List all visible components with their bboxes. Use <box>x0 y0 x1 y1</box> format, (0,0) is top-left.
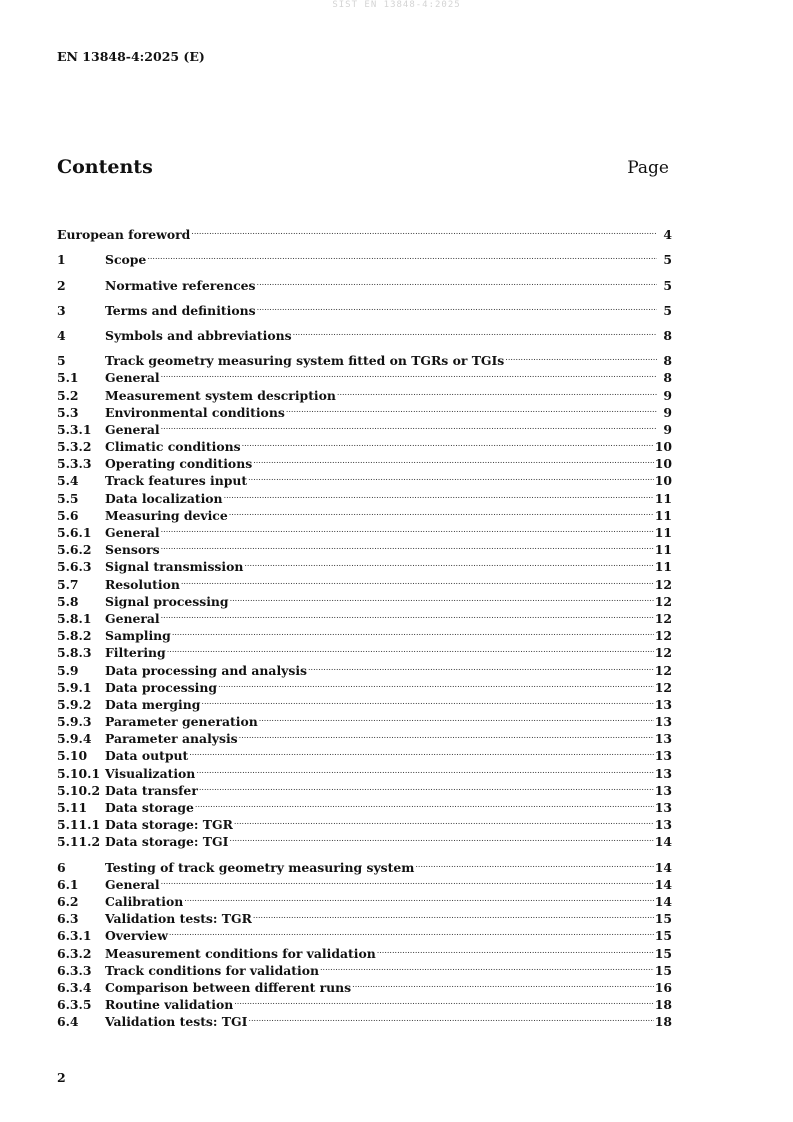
toc-entry-number: 5.9.4 <box>57 731 92 747</box>
toc-entry-title: Validation tests: TGR <box>105 911 252 927</box>
toc-entry-page: 9 <box>663 421 672 437</box>
toc-dot-leader <box>161 520 654 537</box>
toc-entry-page: 12 <box>654 593 672 609</box>
toc-entry-number: 5.9.2 <box>57 696 92 712</box>
toc-entry-page: 11 <box>654 559 672 575</box>
toc-dot-leader <box>229 503 654 520</box>
toc-dot-leader <box>248 1009 653 1026</box>
toc-entry[interactable] <box>57 247 672 268</box>
toc-entry-title: Visualization <box>105 765 196 781</box>
page-number: 2 <box>57 1070 66 1085</box>
toc-entry-page: 4 <box>663 227 672 243</box>
toc-entry-number: 5.8.2 <box>57 628 92 644</box>
toc-entry-page: 12 <box>654 610 672 626</box>
toc-entry-page: 13 <box>654 696 672 712</box>
toc-entry-title: Data processing <box>105 679 218 695</box>
toc-entry-page: 11 <box>654 507 672 523</box>
toc-entry-page: 8 <box>663 327 672 343</box>
toc-dot-leader <box>257 298 657 315</box>
table-of-contents <box>57 222 672 1030</box>
toc-entry-number: 5.8 <box>57 593 79 609</box>
toc-entry-title: General <box>105 421 160 437</box>
toc-dot-leader <box>253 906 654 923</box>
toc-dot-leader <box>257 272 657 289</box>
toc-dot-leader <box>169 923 654 940</box>
toc-entry-title: Scope <box>105 252 147 268</box>
toc-entry-title: Data storage: TGR <box>105 817 233 833</box>
toc-dot-leader <box>337 382 657 399</box>
toc-entry-page: 15 <box>654 911 672 927</box>
toc-entry-title: Normative references <box>105 277 256 293</box>
toc-entry-number: 5 <box>57 353 66 369</box>
toc-entry-title: Validation tests: TGI <box>105 1014 248 1030</box>
toc-entry-number: 5.11 <box>57 800 88 815</box>
toc-entry-number: 5.9.3 <box>57 714 92 730</box>
toc-entry-title: Symbols and abbreviations <box>105 327 292 343</box>
toc-dot-leader <box>161 417 657 434</box>
toc-dot-leader <box>161 872 654 889</box>
toc-entry-number: 6.3.3 <box>57 962 92 978</box>
toc-entry-title: European foreword <box>57 227 191 243</box>
toc-dot-leader <box>172 623 654 640</box>
toc-entry-page: 9 <box>663 387 672 403</box>
toc-entry-number: 5.9.1 <box>57 679 92 695</box>
toc-entry-page: 11 <box>654 525 672 540</box>
toc-entry[interactable] <box>57 222 672 243</box>
toc-entry-title: Parameter generation <box>105 714 258 730</box>
toc-dot-leader <box>259 709 654 726</box>
document-id: EN 13848-4:2025 (E) <box>57 49 205 64</box>
toc-dot-leader <box>308 657 654 674</box>
toc-dot-leader <box>293 323 657 340</box>
toc-entry-title: Resolution <box>105 576 180 592</box>
toc-entry-title: Track geometry measuring system fitted on TGRs or TGIs <box>105 353 505 369</box>
toc-entry[interactable] <box>57 854 672 875</box>
toc-dot-leader <box>196 760 653 777</box>
toc-entry-page: 13 <box>654 731 672 747</box>
toc-entry-number: 6.4 <box>57 1014 79 1030</box>
toc-dot-leader <box>242 434 654 451</box>
toc-entry-page: 13 <box>654 748 672 764</box>
toc-entry-page: 9 <box>663 404 672 420</box>
toc-entry-page: 13 <box>654 714 672 730</box>
toc-dot-leader <box>167 640 654 657</box>
toc-entry-number: 5.6.1 <box>57 525 92 540</box>
toc-entry-number: 5.3.2 <box>57 439 92 455</box>
toc-entry-page: 14 <box>654 859 672 875</box>
toc-entry-title: General <box>105 876 160 892</box>
toc-entry-title: Measuring device <box>105 507 228 523</box>
toc-entry-number: 1 <box>57 252 66 268</box>
toc-entry-title: Routine validation <box>105 997 234 1013</box>
toc-entry-page: 15 <box>654 928 672 944</box>
toc-entry[interactable] <box>57 323 672 343</box>
toc-entry-page: 18 <box>654 1014 672 1030</box>
toc-entry-number: 6.3 <box>57 911 79 927</box>
toc-entry-page: 14 <box>654 834 672 850</box>
toc-dot-leader <box>377 940 654 957</box>
toc-entry-page: 11 <box>654 542 672 558</box>
toc-entry-number: 5.3.1 <box>57 421 92 437</box>
toc-entry-page: 16 <box>654 979 672 995</box>
toc-entry-page: 12 <box>654 576 672 592</box>
toc-entry-title: Filtering <box>105 645 166 661</box>
toc-entry[interactable] <box>57 348 672 369</box>
toc-entry-number: 5.3 <box>57 404 79 420</box>
toc-dot-leader <box>161 365 657 382</box>
toc-entry[interactable] <box>57 272 672 293</box>
toc-dot-leader <box>253 451 654 468</box>
toc-entry-title: Sensors <box>105 542 160 558</box>
toc-entry-number: 6.3.4 <box>57 979 92 995</box>
toc-entry-number: 5.6.2 <box>57 542 92 558</box>
toc-entry-title: General <box>105 525 160 540</box>
toc-entry-number: 6.2 <box>57 893 79 909</box>
toc-entry-page: 12 <box>654 662 672 678</box>
toc-entry-number: 6.3.2 <box>57 945 92 961</box>
toc-entry-number: 3 <box>57 302 66 318</box>
toc-entry-number: 2 <box>57 277 66 293</box>
toc-entry-page: 5 <box>663 302 672 318</box>
toc-entry-page: 8 <box>663 353 672 369</box>
toc-entry-title: Measurement system description <box>105 387 336 403</box>
toc-entry-number: 5.6.3 <box>57 559 92 575</box>
toc-entry-title: Climatic conditions <box>105 439 241 455</box>
contents-title: Contents <box>57 156 153 178</box>
toc-entry-number: 5.11.1 <box>57 817 101 833</box>
toc-entry-page: 13 <box>654 765 672 781</box>
toc-entry-number: 5.10.2 <box>57 782 101 798</box>
toc-entry-title: Data merging <box>105 696 201 712</box>
toc-entry-title: Data storage <box>105 800 194 815</box>
toc-entry-title: Environmental conditions <box>105 404 285 420</box>
toc-entry-number: 5.3.3 <box>57 456 92 472</box>
toc-entry-number: 5.6 <box>57 507 79 523</box>
toc-dot-leader <box>181 571 654 588</box>
toc-dot-leader <box>161 537 654 554</box>
toc-entry-title: Track conditions for validation <box>105 962 319 978</box>
toc-entry-page: 10 <box>654 439 672 455</box>
toc-entry-page: 13 <box>654 800 672 815</box>
toc-entry[interactable] <box>57 298 672 318</box>
toc-dot-leader <box>191 222 657 239</box>
toc-entry-page: 10 <box>654 456 672 472</box>
toc-dot-leader <box>199 778 654 795</box>
toc-entry-number: 6.1 <box>57 876 79 892</box>
toc-dot-leader <box>286 400 657 417</box>
toc-dot-leader <box>147 247 657 264</box>
toc-dot-leader <box>234 812 654 829</box>
toc-entry-number: 5.11.2 <box>57 834 101 850</box>
page-column-label: Page <box>627 158 669 178</box>
toc-dot-leader <box>230 589 654 606</box>
toc-entry-number: 5.5 <box>57 490 79 506</box>
toc-dot-leader <box>201 692 653 709</box>
toc-dot-leader <box>184 889 654 906</box>
toc-entry-title: Data transfer <box>105 782 198 798</box>
toc-entry-title: Data localization <box>105 490 223 506</box>
toc-dot-leader <box>415 854 653 871</box>
toc-dot-leader <box>224 485 654 502</box>
toc-entry-title: Parameter analysis <box>105 731 238 747</box>
toc-entry-page: 12 <box>654 628 672 644</box>
toc-entry-number: 6.3.5 <box>57 997 92 1013</box>
toc-entry-number: 5.7 <box>57 576 79 592</box>
toc-entry-title: Testing of track geometry measuring system <box>105 859 415 875</box>
toc-entry-page: 15 <box>654 945 672 961</box>
toc-entry-title: Data processing and analysis <box>105 662 308 678</box>
toc-entry-title: Data storage: TGI <box>105 834 229 850</box>
toc-entry-page: 8 <box>663 370 672 386</box>
toc-entry-title: Measurement conditions for validation <box>105 945 376 961</box>
toc-entry-page: 14 <box>654 876 672 892</box>
toc-entry-title: General <box>105 610 160 626</box>
toc-dot-leader <box>320 958 654 975</box>
toc-entry-number: 5.2 <box>57 387 79 403</box>
toc-entry-page: 14 <box>654 893 672 909</box>
toc-entry-page: 5 <box>663 252 672 268</box>
toc-dot-leader <box>189 743 654 760</box>
toc-entry-title: Signal transmission <box>105 559 244 575</box>
toc-entry-number: 6 <box>57 859 66 875</box>
toc-entry-number: 4 <box>57 327 66 343</box>
toc-entry-number: 6.3.1 <box>57 928 92 944</box>
toc-entry-number: 5.9 <box>57 662 79 678</box>
toc-entry-number: 5.1 <box>57 370 79 386</box>
toc-entry-number: 5.8.1 <box>57 610 92 626</box>
toc-entry-number: 5.10 <box>57 748 88 764</box>
toc-entry-title: Sampling <box>105 628 171 644</box>
toc-dot-leader <box>505 348 657 365</box>
toc-entry-page: 15 <box>654 962 672 978</box>
toc-entry-page: 5 <box>663 277 672 293</box>
toc-dot-leader <box>229 829 653 846</box>
toc-entry-title: Terms and definitions <box>105 302 256 318</box>
toc-entry-page: 12 <box>654 679 672 695</box>
toc-dot-leader <box>218 675 654 692</box>
toc-entry-title: Track features input <box>105 473 248 489</box>
toc-dot-leader <box>248 468 654 485</box>
toc-dot-leader <box>352 975 654 992</box>
toc-entry-title: Operating conditions <box>105 456 253 472</box>
toc-dot-leader <box>195 795 654 812</box>
toc-entry-number: 5.10.1 <box>57 765 101 781</box>
toc-dot-leader <box>161 606 654 623</box>
toc-entry-number: 5.8.3 <box>57 645 92 661</box>
toc-entry-page: 11 <box>654 490 672 506</box>
toc-entry-title: Calibration <box>105 893 184 909</box>
toc-entry-page: 18 <box>654 997 672 1013</box>
toc-entry-title: General <box>105 370 160 386</box>
toc-dot-leader <box>234 992 654 1009</box>
toc-entry-page: 10 <box>654 473 672 489</box>
toc-dot-leader <box>239 726 654 743</box>
toc-entry-title: Overview <box>105 928 168 944</box>
watermark: SIST EN 13848-4:2025 <box>332 0 461 10</box>
toc-entry-title: Signal processing <box>105 593 229 609</box>
toc-entry-number: 5.4 <box>57 473 79 489</box>
toc-entry-title: Data output <box>105 748 189 764</box>
toc-entry-page: 13 <box>654 817 672 833</box>
toc-entry-page: 13 <box>654 782 672 798</box>
toc-entry-page: 12 <box>654 645 672 661</box>
toc-dot-leader <box>244 554 653 571</box>
toc-entry-title: Comparison between different runs <box>105 979 352 995</box>
